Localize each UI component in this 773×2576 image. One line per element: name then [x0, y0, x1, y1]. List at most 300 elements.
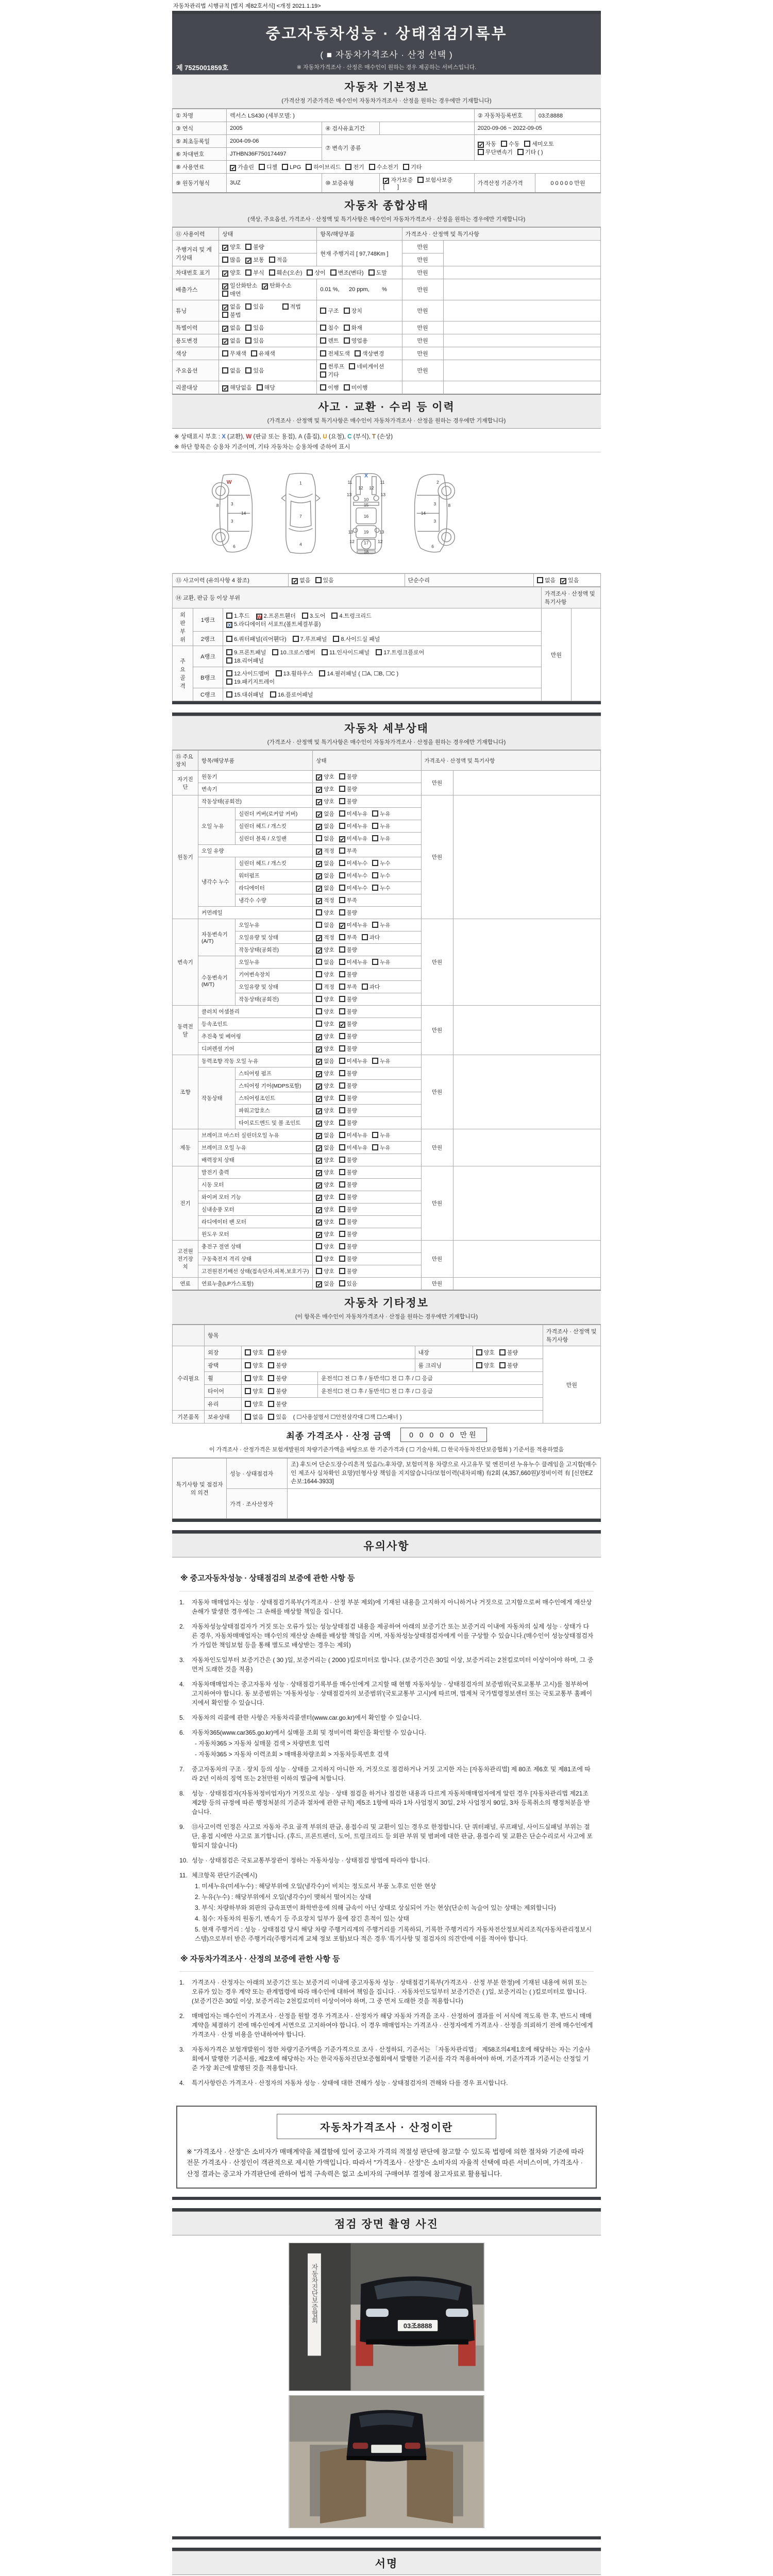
- panel-checkbox[interactable]: 14.필러패널 ( ☐A, ☐B, ☐C ): [319, 669, 398, 677]
- notice-subitem: 3. 부식: 차량하부와 외판의 금속표면이 화학반응에 의해 금속이 아닌 상태로 상실되어 가는 현상(단순히 녹슬어 있는 상태는 제외합니다): [195, 1904, 556, 1911]
- checkbox-option[interactable]: 양호: [245, 1374, 263, 1382]
- checkbox-option[interactable]: 양호: [476, 1348, 495, 1357]
- checkbox-option[interactable]: 누유: [372, 822, 390, 830]
- checkbox-option[interactable]: ✔ 양호: [316, 1107, 334, 1114]
- checkbox-option[interactable]: ✔ 양호: [316, 946, 334, 954]
- checkbox-option[interactable]: 변조(변타): [330, 268, 364, 277]
- section-title: 자동차 기본정보: [344, 81, 429, 93]
- checkbox-icon: [316, 1170, 322, 1176]
- checkbox-option[interactable]: ✔ 양호: [316, 1070, 334, 1077]
- checkbox-icon: [226, 670, 232, 676]
- checkbox-option[interactable]: 기타 ( ): [517, 148, 543, 156]
- checkbox-option[interactable]: ✔ 적정: [316, 847, 334, 855]
- section-title: 자동차 기타정보: [344, 1297, 429, 1309]
- panel-checkbox[interactable]: 18.리어패널: [226, 656, 264, 665]
- checkbox-option[interactable]: ✔ 없음: [316, 1280, 334, 1287]
- checkbox-option[interactable]: 불량: [339, 1267, 357, 1275]
- checkbox-option[interactable]: ✔ 양호: [316, 798, 334, 805]
- checkbox-option[interactable]: 하이브리드: [306, 163, 341, 171]
- checkbox-option[interactable]: 많음: [222, 256, 241, 264]
- checkbox-icon: [270, 691, 276, 698]
- table-row: 스티어링조인트 ✔ 양호 불량: [173, 1092, 601, 1105]
- checkbox-option[interactable]: ✔ 양호: [316, 1218, 334, 1226]
- table-row: 브레이크 오일 누유 ✔ 없음 미세누유 누유: [173, 1142, 601, 1154]
- checkbox-icon: [316, 909, 322, 916]
- checkbox-option[interactable]: ✔ 없음: [316, 872, 334, 879]
- checkbox-option[interactable]: ✔ 없음: [316, 810, 334, 818]
- checkbox-option[interactable]: 누유: [372, 921, 390, 929]
- checkbox-icon: [316, 824, 322, 830]
- checkbox-option[interactable]: ✔ 탄화수소: [262, 281, 292, 290]
- checkbox-icon: [355, 350, 361, 357]
- section-note: (가격산정 기준가격은 매수인이 자동차가격조사 · 산정을 원하는 경우에만 기재합니다): [281, 98, 492, 104]
- checkbox-option[interactable]: 양호: [316, 1243, 334, 1250]
- panel-checkbox[interactable]: 13.휠하우스: [276, 669, 313, 677]
- checkbox-option[interactable]: 전체도색: [320, 349, 350, 358]
- checkbox-option[interactable]: 적법: [282, 302, 301, 311]
- checkbox-option[interactable]: 불량: [339, 1168, 357, 1176]
- checkbox-option[interactable]: 불량: [339, 1181, 357, 1189]
- checkbox-option[interactable]: 미세누유: [339, 822, 368, 830]
- checkbox-option[interactable]: 불량: [268, 1348, 287, 1357]
- checkbox-icon: [245, 1362, 251, 1368]
- checkbox-option[interactable]: 양호: [316, 1008, 334, 1015]
- checkbox-icon: [226, 613, 232, 619]
- checkbox-option[interactable]: 불량: [339, 1255, 357, 1263]
- checkbox-option[interactable]: 누유: [372, 810, 390, 818]
- table-row: 디퍼렌셜 기어 ✔ 양호 불량: [173, 1043, 601, 1055]
- section-basic-info: [172, 74, 601, 109]
- checkbox-option[interactable]: 미세누유: [339, 1057, 368, 1065]
- checkbox-icon: [372, 885, 378, 891]
- checkbox-option[interactable]: 있음: [339, 1280, 357, 1287]
- checkbox-option[interactable]: 불량: [339, 1094, 357, 1102]
- checkbox-option[interactable]: 적음: [269, 256, 288, 264]
- checkbox-icon: [316, 1021, 322, 1027]
- checkbox-icon: [316, 1256, 322, 1262]
- section-note: (색상, 주요옵션, 가격조사 · 산정액 및 특기사항은 매수인이 자동차가격조사 · 산정을 원하는 경우에만 기재합니다): [247, 216, 526, 223]
- checkbox-option[interactable]: 부족: [339, 896, 357, 904]
- checkbox-icon: [222, 326, 228, 332]
- panel-number: 12: [349, 538, 355, 544]
- checkbox-option[interactable]: 불량: [499, 1361, 518, 1369]
- checkbox-option[interactable]: ✔ 없음: [316, 822, 334, 830]
- panel-number: 18: [363, 549, 369, 555]
- checkbox-icon: [268, 1401, 274, 1407]
- transmission-options: [474, 135, 600, 161]
- checkbox-icon: [293, 636, 299, 642]
- checkbox-option[interactable]: 불량: [339, 1107, 357, 1114]
- checkbox-option[interactable]: ✔ 없음: [316, 1057, 334, 1065]
- checkbox-option[interactable]: 없음: [222, 366, 241, 375]
- checkbox-option[interactable]: ✔ 해당없음: [222, 383, 252, 392]
- panel-checkbox[interactable]: 8.사이드실 패널: [333, 635, 380, 643]
- checkbox-option[interactable]: ✔ 양호: [316, 1032, 334, 1040]
- checkbox-option[interactable]: ✔ 미세누유: [339, 921, 368, 929]
- checkbox-option[interactable]: 해당: [257, 383, 275, 392]
- checkbox-option[interactable]: ✔ 불량: [339, 1020, 357, 1028]
- checkbox-option[interactable]: 기타: [403, 163, 422, 171]
- checkbox-icon: [316, 774, 322, 781]
- table-row: 외 판 부 위 1랭크 1.후드 W 2.프론트휀더 3.도어 4.트렁크리드 X 5.라디에이터 서포트(볼트체결부품) 만원: [173, 608, 601, 632]
- panel-number: 3: [230, 501, 233, 506]
- checkbox-option[interactable]: 누유: [372, 1131, 390, 1139]
- status-code: A: [298, 434, 303, 440]
- checkbox-icon: [307, 269, 313, 276]
- checkbox-icon: [372, 1144, 378, 1150]
- panel-number: 8: [448, 502, 451, 508]
- panel-number: 12: [378, 538, 383, 544]
- checkbox-option[interactable]: ✔ 양호: [316, 1193, 334, 1201]
- checkbox-option[interactable]: 불량: [499, 1348, 518, 1357]
- section-title: 서명: [375, 2558, 398, 2570]
- checkbox-option[interactable]: 누수: [372, 884, 390, 892]
- checkbox-option[interactable]: 미세누수: [339, 884, 368, 892]
- car-damage-diagrams: [172, 452, 601, 573]
- checkbox-option[interactable]: 누유: [372, 835, 390, 842]
- checkbox-option[interactable]: 부족: [339, 847, 357, 855]
- checkbox-option[interactable]: 불량: [339, 909, 357, 917]
- checkbox-option[interactable]: 미세누유: [339, 810, 368, 818]
- document-title: 중고자동차성능 · 상태점검기록부: [265, 26, 508, 42]
- checkbox-icon: [368, 269, 375, 276]
- checkbox-option[interactable]: 누수: [372, 872, 390, 879]
- checkbox-option[interactable]: 없음: [316, 921, 334, 929]
- table-row: ① 차명 렉서스 LS430 (세부모델: ) ② 자동차등록번호 03조8888: [173, 109, 601, 122]
- checkbox-option[interactable]: ✔양호: [222, 243, 241, 251]
- checkbox-option[interactable]: ✔ 있음: [560, 576, 579, 584]
- panel-number: 2: [436, 479, 439, 485]
- checkbox-option[interactable]: 없음: [316, 835, 334, 842]
- inspection-photo-front: [289, 2243, 484, 2391]
- checkbox-option[interactable]: ✔ 보통: [245, 256, 264, 264]
- checkbox-option[interactable]: 구조: [320, 307, 339, 315]
- panel-checkbox[interactable]: 17.트렁크플로어: [376, 648, 424, 656]
- checkbox-option[interactable]: ✔ 양호: [316, 1119, 334, 1127]
- panel-number: 6: [233, 544, 236, 549]
- checkbox-option[interactable]: 양호: [316, 1267, 334, 1275]
- checkbox-option[interactable]: 누유: [372, 1144, 390, 1151]
- checkbox-option[interactable]: 양호: [316, 1255, 334, 1263]
- checkbox-icon: [319, 670, 325, 676]
- checkbox-option[interactable]: ✔없음: [222, 302, 241, 311]
- panel-checkbox[interactable]: 19.패키지트레이: [226, 677, 275, 686]
- checkbox-option[interactable]: 누유: [372, 958, 390, 966]
- checkbox-icon: [339, 810, 345, 817]
- panel-checkbox[interactable]: 4.트렁크리드: [331, 612, 371, 620]
- checkbox-option[interactable]: ✔ 양호: [222, 268, 241, 277]
- checkbox-option[interactable]: 무단변속기: [478, 148, 513, 156]
- checkbox-option[interactable]: 수소전기: [369, 163, 399, 171]
- panel-number: 14: [421, 511, 426, 516]
- notice-item: 9. ⑬사고이력 인정은 사고로 자동차 주요 골격 부위의 판금, 용접수리 및 교환이 있는 경우로 한정합니다. 단 쿼터패널, 루프패널, 사이드실패널 부위는 절단, 용접 시에만 사고로 표기합니다. (후드, 프론트펜더, 도어, 트렁크리드 등 외판 부위 및 범퍼에 대한 판금, 용접수리 및 교환은 단순수리로서 사고에 포함되지 않습니다): [179, 1823, 593, 1849]
- checkbox-icon: [333, 636, 339, 642]
- checkbox-option[interactable]: 미세누유: [339, 958, 368, 966]
- checkbox-icon: [292, 578, 298, 584]
- checkbox-icon: [339, 1256, 345, 1262]
- checkbox-option[interactable]: 불량: [339, 1206, 357, 1213]
- price-definition-text: ※ "가격조사 · 산정"은 소비자가 매매계약을 체결함에 있어 중고차 가격의 적절성 판단에 참고할 수 있도록 법령에 의한 절차와 기준에 따라 전문 가격조사 · 산정인이 객관적으로 제시한 가액입니다. 따라서 "가격조사 · 산정"은 소비자의 자율적 선택에 따른 서비스이며, 가격조사 · 산정 결과는 중고차 가격판단에 관하여 법적 구속력은 없고 소비자의 구매여부 결정에 참고자료로 활용됩니다.: [187, 2148, 584, 2178]
- checkbox-option[interactable]: ✔ 없음: [292, 576, 310, 584]
- checkbox-option[interactable]: 상이: [307, 268, 325, 277]
- checkbox-option[interactable]: 있음: [245, 366, 264, 375]
- checkbox-option[interactable]: 부족: [339, 983, 357, 991]
- checkbox-icon: [339, 1070, 345, 1076]
- checkbox-option[interactable]: 미세누수: [339, 859, 368, 867]
- checkbox-option[interactable]: ✔ 없음: [222, 336, 241, 345]
- checkbox-option[interactable]: 영업용: [344, 336, 368, 345]
- panel-checkbox[interactable]: 12.사이드멤버: [226, 669, 269, 677]
- checkbox-option[interactable]: 미세누수: [339, 872, 368, 879]
- checkbox-option[interactable]: ✔ 양호: [316, 1045, 334, 1053]
- checkbox-option[interactable]: ✔일산화탄소: [222, 281, 257, 290]
- checkbox-icon: [302, 613, 308, 619]
- checkbox-icon: [339, 923, 345, 929]
- checkbox-icon: [251, 350, 257, 357]
- checkbox-icon: [316, 799, 322, 805]
- checkbox-icon: [245, 1349, 251, 1355]
- checkbox-option[interactable]: 불량: [339, 1082, 357, 1090]
- panel-checkbox[interactable]: 6.쿼터패널(리어휀다): [226, 635, 287, 643]
- table-row: 워터펌프 ✔ 없음 미세누수 누수: [173, 870, 601, 882]
- checkbox-option[interactable]: 세미오토: [524, 140, 554, 148]
- checkbox-option[interactable]: 불량: [339, 1008, 357, 1015]
- car-top-diagram: [274, 457, 328, 569]
- table-row: 오일유량 및 상태 적정 부족 과다: [173, 981, 601, 993]
- document-subtitle-note: ※ 자동차가격조사 · 산정은 매수인이 원하는 경우 제공하는 서비스입니다.: [296, 64, 477, 71]
- checkbox-option[interactable]: 적정: [316, 983, 334, 991]
- checkbox-icon: [245, 1388, 251, 1394]
- panel-checkbox[interactable]: 3.도어: [302, 612, 325, 620]
- table-header-row: ⑪ 사용이력 상태 항목/해당부품 가격조사 · 산정액 및 특기사항: [173, 228, 601, 241]
- checkbox-option[interactable]: 훼손(오손): [269, 268, 303, 277]
- checkbox-option[interactable]: ✔ 적정: [316, 896, 334, 904]
- checkbox-option[interactable]: 불량: [339, 798, 357, 805]
- checkbox-option[interactable]: 불량: [268, 1374, 287, 1382]
- table-row: 수리필요 외장 양호 불량 내장 양호 불량 만원: [173, 1346, 601, 1359]
- panel-checkbox[interactable]: 1.후드: [226, 612, 249, 620]
- checkbox-option[interactable]: 화재: [344, 324, 362, 332]
- checkbox-option[interactable]: ✔ 없음: [222, 324, 241, 332]
- checkbox-option[interactable]: 불량: [339, 1032, 357, 1040]
- checkbox-option[interactable]: 불량: [339, 1156, 357, 1164]
- checkbox-option[interactable]: 과다: [362, 934, 380, 941]
- checkbox-option[interactable]: 불량: [339, 1218, 357, 1226]
- table-row: 특기사항 및 점검자의 의견 성능 · 상태점검자 조) 후도어 단순도장수리흔적 있음/노후차량, 보험미적용 차량으로 사고유무 및 엔진미션 누유누수 클레임을 고지함(매수인 제조사 실차확인 요망)민형사상 책임을 지지않습니다/보험이력(내차피해) 有2회 (4,357,660원)/정비이력 有 [신한EZ손보:1644-3933]: [173, 1459, 601, 1489]
- checkbox-option[interactable]: 양호: [245, 1348, 263, 1357]
- table-header-row: 항목 가격조사 · 산정액 및 특기사항: [173, 1325, 601, 1346]
- checkbox-option[interactable]: 렌트: [320, 336, 339, 345]
- notice-subitem: 2. 누유(누수) : 해당부위에서 오일(냉각수)이 맺혀서 떨어지는 상태: [195, 1893, 372, 1901]
- checkbox-icon: [476, 1362, 482, 1368]
- checkbox-option[interactable]: ✔ 양호: [316, 1156, 334, 1164]
- table-row: 냉각수 수량 ✔ 적정 부족: [173, 894, 601, 907]
- checkbox-icon: [316, 1096, 322, 1102]
- checkbox-icon: [282, 164, 288, 170]
- panel-checkbox[interactable]: 10.크로스멤버: [272, 648, 315, 656]
- checkbox-option[interactable]: 있음: [268, 1413, 287, 1421]
- checkbox-option[interactable]: 불량: [268, 1400, 287, 1408]
- panel-checkbox[interactable]: W 2.프론트휀더: [257, 613, 296, 621]
- checkbox-option[interactable]: ✔ 자가보증: [383, 176, 413, 184]
- checkbox-option[interactable]: 불량: [339, 773, 357, 781]
- checkbox-icon: [269, 269, 275, 276]
- checkbox-option[interactable]: 디젤: [259, 163, 277, 171]
- checkbox-option[interactable]: 누유: [372, 1057, 390, 1065]
- checkbox-icon: [339, 1280, 345, 1286]
- panel-checkbox[interactable]: X 5.라디에이터 서포트(볼트체결부품): [226, 620, 321, 628]
- checkbox-option[interactable]: 불량: [339, 1243, 357, 1250]
- checkbox-option[interactable]: 불량: [339, 971, 357, 978]
- form-reference-note: 자동차관리법 시행규칙 [별지 제82호서식] <개정 2021.1.19>: [173, 3, 321, 9]
- checkbox-option[interactable]: 양호: [476, 1361, 495, 1369]
- checkbox-icon: [222, 291, 228, 297]
- checkbox-option[interactable]: 양호: [245, 1361, 263, 1369]
- checkbox-option[interactable]: ✔ 없음: [316, 859, 334, 867]
- checkbox-option[interactable]: 있음: [245, 324, 264, 332]
- notice-group-title: ※ 중고자동차성능 · 상태점검의 보증에 관한 사항 등: [179, 1570, 594, 1591]
- table-row: 실린더 블록 / 오일팬 없음 ✔ 미세누유 누유: [173, 833, 601, 845]
- checkbox-icon: [316, 886, 322, 892]
- checkbox-option[interactable]: 부족: [339, 934, 357, 941]
- notice-subitem: 1. 미세누유(미세누수) : 해당부위에 오일(냉각수)이 비치는 정도로서 부품 노후로 인한 현상: [195, 1882, 436, 1890]
- checkbox-option[interactable]: 전기: [345, 163, 364, 171]
- checkbox-icon: [222, 385, 228, 392]
- checkbox-icon: [345, 164, 351, 170]
- checkbox-option[interactable]: 불량: [268, 1387, 287, 1395]
- checkbox-icon: [339, 897, 345, 903]
- checkbox-option[interactable]: ✔ 양호: [316, 1181, 334, 1189]
- checkbox-icon: [372, 823, 378, 829]
- checkbox-option[interactable]: 불량: [339, 785, 357, 793]
- status-code: X: [222, 434, 226, 440]
- checkbox-option[interactable]: 도말: [368, 268, 387, 277]
- notice-item: 11. 체크항목 판단기준(예시) 1. 미세누유(미세누수) : 해당부위에 오일(냉각수)이 비치는 정도로서 부품 노후로 인한 현상 2. 누유(누수) : 해당부위에서 오일(냉각수)이 맺혀서 떨어지는 상태 3. 부식: 차량하부와 외판의 금속표면이 화학반응에 의해 금속이 아닌 상태로 상실되어 가는 현상(단순히 녹슬어 있는 상태는 제외합니다) 4. 침수: 자동차의 원동기, 변속기 등 주요장치 일부가 물에 잠긴 흔적이 있는 상태 5. 현재 주행거리 : 성능 · 상태점검 당시 해당 차량 주행거리계의 주행거리를 기록하되, 기록한 주행거리가 자동차전산정보처리조직(자동차관리정보시스템)으로부터 받은 주행거리(주행거리계 교체 정보 포함)보다 적은 경우 '특기사항 및 점검자의 의견'란에 이를 적어야 합니다.: [179, 1871, 594, 1943]
- checkbox-option[interactable]: 유채색: [251, 349, 275, 358]
- checkbox-option[interactable]: 침수: [320, 324, 339, 332]
- checkbox-icon: [339, 909, 345, 916]
- checkbox-option[interactable]: ✔ 미세누유: [339, 835, 368, 842]
- checkbox-option[interactable]: 양호: [316, 971, 334, 978]
- checkbox-option[interactable]: 있음: [315, 576, 334, 584]
- base-price: 0 0 0 0 0 만원: [535, 174, 600, 193]
- checkbox-option[interactable]: 장치: [344, 307, 362, 315]
- checkbox-option[interactable]: 매연: [222, 290, 241, 298]
- panel-checkbox[interactable]: 15.대쉬패널: [226, 690, 264, 699]
- checkbox-option[interactable]: 불량: [339, 1045, 357, 1053]
- checkbox-option[interactable]: 불량: [339, 1230, 357, 1238]
- checkbox-icon: [245, 1414, 251, 1420]
- table-row: 주행거리 및 계기상태 ✔양호 불량 현재 주행거리 [ 97,748Km ] 만원: [173, 241, 601, 253]
- checkbox-option[interactable]: 불량: [339, 1070, 357, 1077]
- checkbox-option[interactable]: ✔ 양호: [316, 1168, 334, 1176]
- checkbox-option[interactable]: ✔ 양호: [316, 1206, 334, 1213]
- checkbox-option[interactable]: 불량: [339, 946, 357, 954]
- checkbox-option[interactable]: ✔ 양호: [316, 1082, 334, 1090]
- checkbox-option[interactable]: LPG: [282, 164, 301, 171]
- checkbox-option[interactable]: 있음: [245, 302, 264, 311]
- checkbox-option[interactable]: 보험사보증: [417, 176, 452, 184]
- checkbox-option[interactable]: 양호: [316, 995, 334, 1003]
- checkbox-option[interactable]: ✔ 가솔린: [230, 163, 254, 171]
- checkbox-icon: [268, 1349, 274, 1355]
- checkbox-option[interactable]: 미세누유: [339, 1131, 368, 1139]
- checkbox-option[interactable]: 수동: [501, 140, 519, 148]
- checkbox-icon: [403, 164, 409, 170]
- panel-checkbox[interactable]: 7.루프패널: [293, 635, 327, 643]
- checkbox-option[interactable]: 썬루프: [320, 362, 344, 370]
- checkbox-option[interactable]: 불량: [339, 1119, 357, 1127]
- table-row: 배출가스 ✔일산화탄소 ✔ 탄화수소매연 0.01 %, 20 ppm, % 만원: [173, 279, 601, 300]
- checkbox-option[interactable]: 무채색: [222, 349, 246, 358]
- checkbox-option[interactable]: 양호: [245, 1387, 263, 1395]
- panel-checkbox[interactable]: 11.인사이드패널: [322, 648, 369, 656]
- checkbox-option[interactable]: 불량: [245, 243, 264, 251]
- car-side-right-diagram: [405, 457, 459, 569]
- checkbox-icon: [316, 1083, 322, 1090]
- checkbox-option[interactable]: ✔ 없음: [316, 884, 334, 892]
- checkbox-icon: [339, 1231, 345, 1237]
- checkbox-option[interactable]: 불량: [339, 995, 357, 1003]
- checkbox-option[interactable]: ✔ 양호: [316, 785, 334, 793]
- checkbox-option[interactable]: 누수: [372, 859, 390, 867]
- checkbox-icon: [259, 164, 265, 170]
- checkbox-option[interactable]: 양호: [316, 1020, 334, 1028]
- checkbox-option[interactable]: 없음: [316, 958, 334, 966]
- checkbox-icon: [222, 367, 228, 374]
- checkbox-option[interactable]: 양호: [316, 909, 334, 917]
- checkbox-option[interactable]: ✔자동: [478, 140, 496, 148]
- checkbox-option[interactable]: ✔ 없음: [316, 1144, 334, 1151]
- checkbox-option[interactable]: 불법: [222, 311, 241, 319]
- checkbox-icon: [339, 1144, 345, 1150]
- checkbox-icon: [222, 338, 228, 345]
- checkbox-icon: [230, 165, 236, 171]
- checkbox-option[interactable]: 있음: [245, 336, 264, 345]
- checkbox-option[interactable]: 미이행: [344, 383, 368, 392]
- checkbox-icon: [376, 649, 382, 655]
- checkbox-option[interactable]: 양호: [245, 1400, 263, 1408]
- notice-item: 4. 자동차매매업자는 중고자동차 성능 · 상태점검기록부를 매수인에게 고지할 때 현행 자동차성능 · 상태점검자의 보증범위(국토교통부 고시)를 첨부하여 고지하여야 합니다. 동 보증범위는 '자동차성능 · 상태점검자의 보증범위'(국토교통부 고시)에 따르며, 법제처 국가법령정보센터 또는 국토교통부 홈페이지에서 확인할 수 있습니다.: [179, 1680, 593, 1706]
- checkbox-option[interactable]: 이행: [320, 383, 339, 392]
- checkbox-option[interactable]: ✔ 양호: [316, 773, 334, 781]
- checkbox-option[interactable]: ✔ 양호: [316, 1094, 334, 1102]
- panel-checkbox[interactable]: 9.프론트패널: [226, 648, 266, 656]
- status-code-legend: ※ 상태표시 부호 : X (교환), W (판금 또는 용접), A (흠집), U (요철), C (부식), T (손상) ※ 하단 항목은 승용차 기준이며, 기타 자동차는 승용차에 준하여 표시: [172, 429, 601, 452]
- checkbox-option[interactable]: 없음: [245, 1413, 263, 1421]
- checkbox-option[interactable]: 부식: [245, 268, 264, 277]
- checkbox-option[interactable]: 색상변경: [355, 349, 384, 358]
- checkbox-option[interactable]: 미세누유: [339, 1144, 368, 1151]
- notice-subitem: 4. 침수: 자동차의 원동기, 변속기 등 주요장치 일부가 물에 잠긴 흔적이 있는 상태: [195, 1914, 410, 1922]
- checkbox-option[interactable]: 기타: [320, 370, 339, 379]
- panel-checkbox[interactable]: 16.플로어패널: [270, 690, 313, 699]
- checkbox-option[interactable]: 없음: [537, 576, 556, 584]
- section-photos: [172, 2211, 601, 2235]
- table-row: 유리 양호 불량: [173, 1398, 601, 1411]
- checkbox-option[interactable]: ✔ 양호: [316, 1230, 334, 1238]
- block-signature: [172, 2548, 601, 2576]
- notice-item: 3. 자동차인도일부터 보증기간은 ( 30 )일, 보증거리는 ( 2000 )킬로미터로 합니다. (보증기간은 30일 이상, 보증거리는 2천킬로미터 이상이어야 하며, 그 중 먼저 도래한 것을 적용): [179, 1656, 594, 1673]
- checkbox-option[interactable]: ✔ 없음: [316, 1131, 334, 1139]
- checkbox-option[interactable]: ✔ 적정: [316, 934, 334, 941]
- table-row: 색상 무채색 유채색 전체도색 색상변경 만원: [173, 347, 601, 360]
- table-row: 라디에이터 ✔ 없음 미세누수 누수: [173, 882, 601, 894]
- checkbox-option[interactable]: 과다: [362, 983, 380, 991]
- checkbox-option[interactable]: 불량: [339, 1193, 357, 1201]
- checkbox-option[interactable]: 네비게이션: [349, 362, 384, 370]
- checkbox-option[interactable]: 불량: [268, 1361, 287, 1369]
